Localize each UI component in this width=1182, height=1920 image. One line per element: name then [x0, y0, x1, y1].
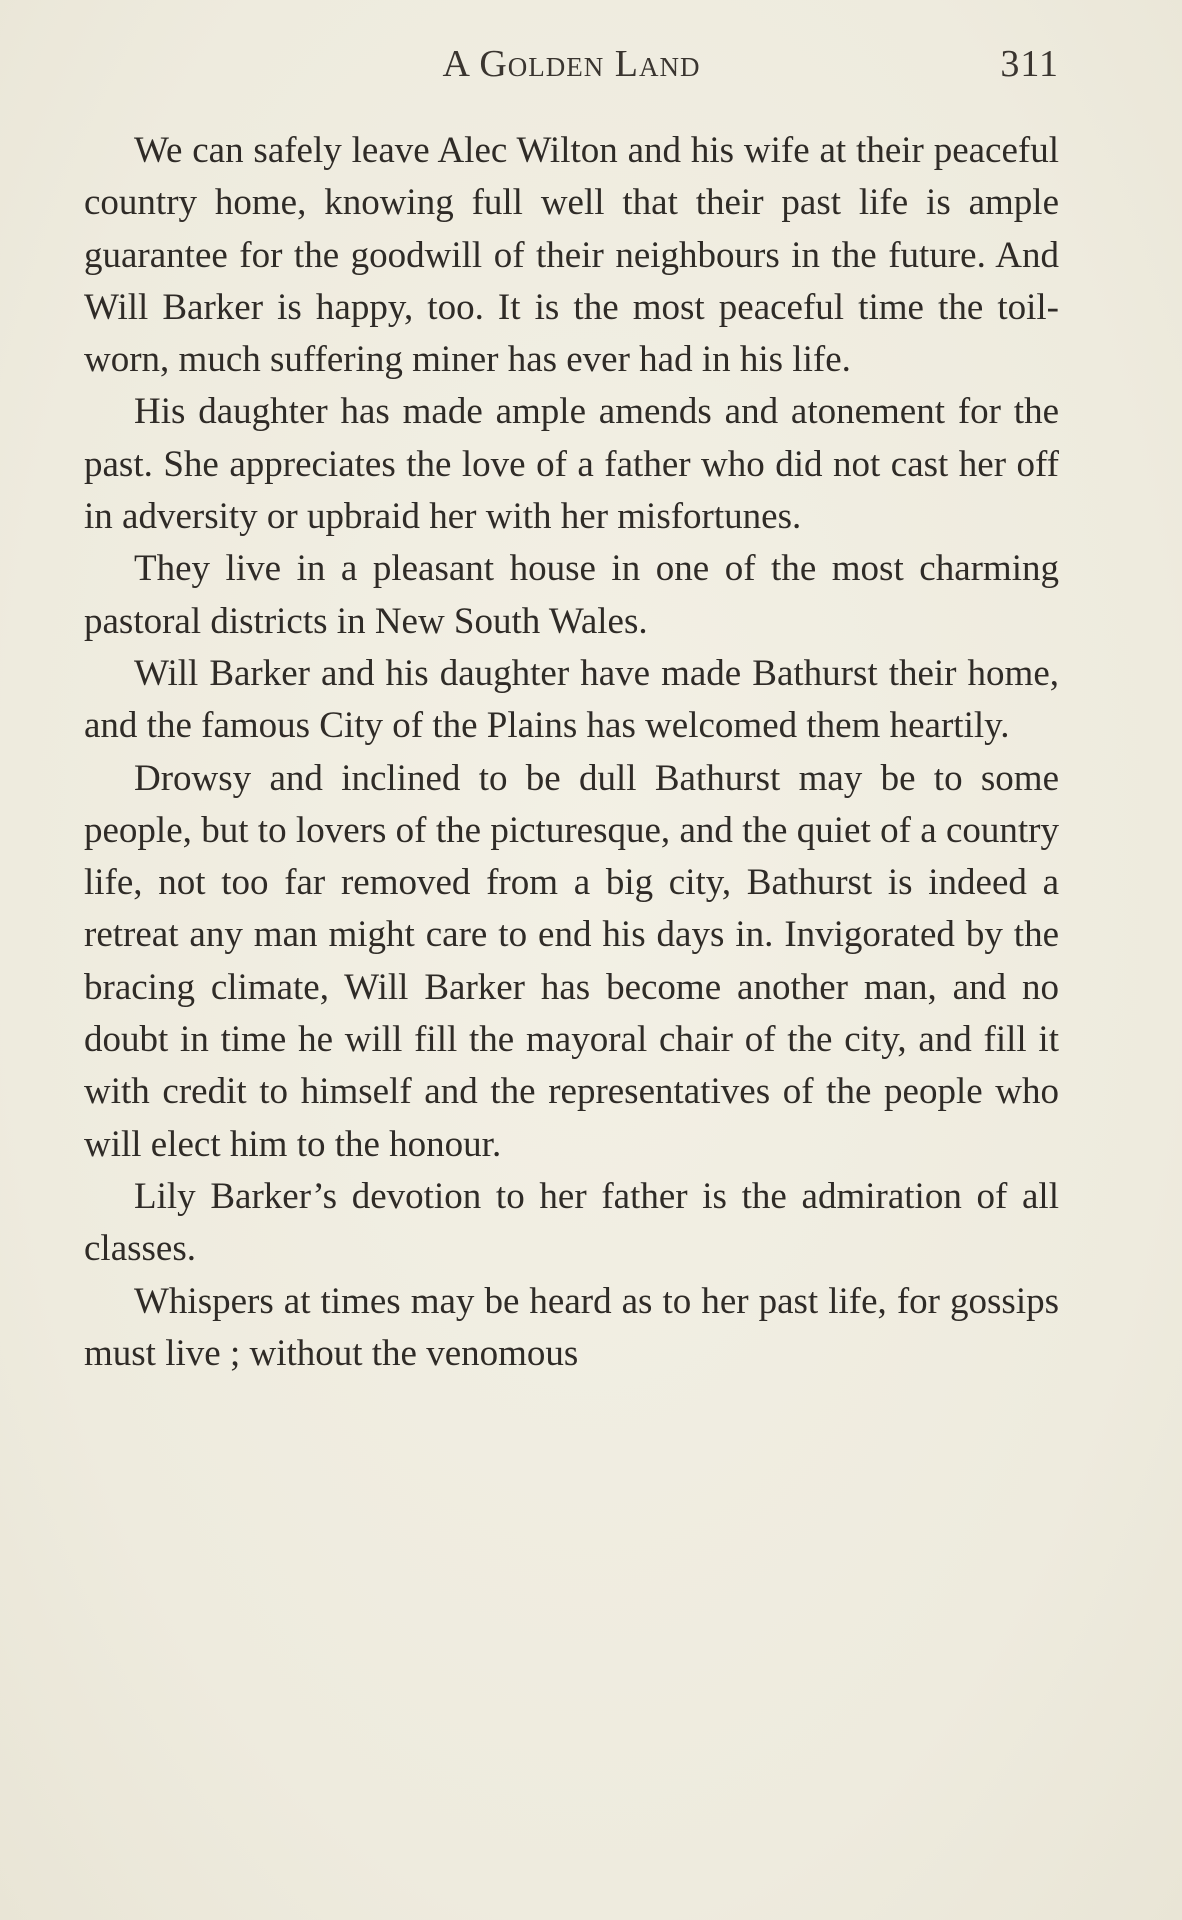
paragraph: Drowsy and inclined to be dull Bathurst may be to some people, but to lovers of the picturesque, and the quiet of a country life, not too far removed from a big city, Bathurst is indeed a retreat any man might care to end his days in. Invigorated by the bracing climate, Will Barker has become another man, and no doubt in time he will fill the mayoral chair of the city, and fill it with credit to himself and the representatives of the people who will elect him to the honour. — [84, 757, 1059, 1165]
body-text — [84, 125, 1059, 1380]
paragraph: Whispers at times may be heard as to her past life, for gossips must live ; without the venomous — [84, 1280, 1059, 1374]
paragraph: Lily Barker’s devotion to her father is the admiration of all classes. — [84, 1175, 1059, 1270]
page-number: 311 — [1000, 43, 1059, 85]
paragraph: His daughter has made ample amends and atonement for the past. She appreciates the love of a father who did not cast her off in adversity or upbraid her with her misfortunes. — [84, 391, 1059, 538]
page-header — [84, 40, 1059, 90]
paragraph: They live in a pleasant house in one of the most charming pastoral districts in New South Wales. — [84, 548, 1059, 642]
running-title: A Golden Land — [442, 43, 701, 85]
paragraph: We can safely leave Alec Wilton and his wife at their peaceful country home, knowing full well that their past life is ample guarantee for the goodwill of their neighbours in the future. And Will Barker is happy, too. It is the most peaceful time the toil-worn, much suffering miner has ever had in his life. — [84, 130, 1059, 381]
paragraph: Will Barker and his daughter have made Bathurst their home, and the famous City of the Plains has welcomed them heartily. — [84, 652, 1059, 747]
